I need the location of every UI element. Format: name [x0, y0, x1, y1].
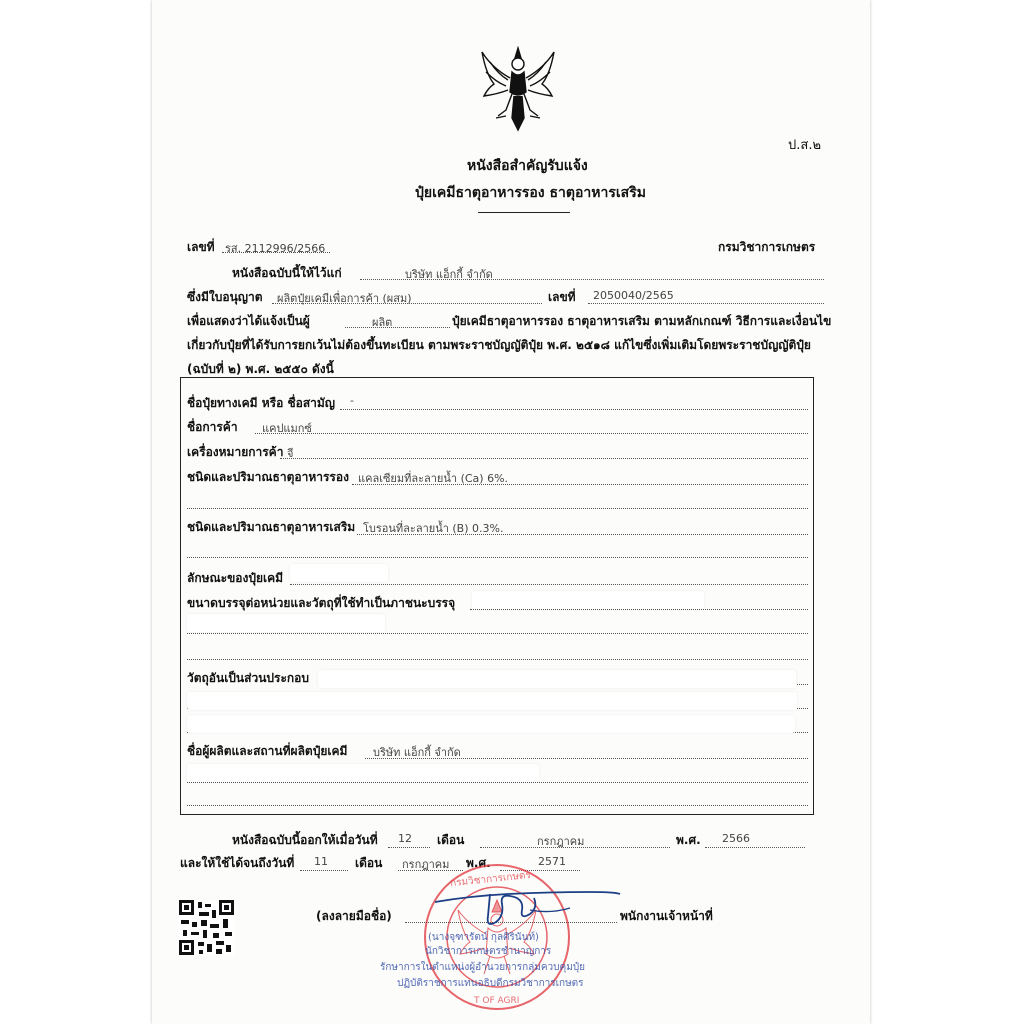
trademark-value: จี [287, 447, 294, 460]
secondary-nutrient-value: แคลเซียมที่ละลายน้ำ (Ca) 6%. [358, 472, 509, 485]
issued-to-value: บริษัท แอ็กกี้ จำกัด [405, 268, 493, 281]
paragraph-line2: เกี่ยวกับปุ๋ยที่ได้รับการยกเว้นไม่ต้องขึ้นทะเบียน ตามพระราชบัญญัติปุ๋ย พ.ศ. ๒๕๑๘ แก้ไขซึ่งเพิ่มเติมโดยพระราชบัญญัติปุ๋ย [187, 338, 811, 352]
producer-value: บริษัท แอ็กกี้ จำกัด [373, 746, 461, 759]
secondary-nutrient-label: ชนิดและปริมาณธาตุอาหารรอง [187, 470, 349, 484]
officer-title: พนักงานเจ้าหน้าที่ [620, 909, 713, 923]
redaction [290, 564, 388, 582]
valid-month: กรกฎาคม [402, 858, 450, 871]
character-label: ลักษณะของปุ๋ยเคมี [187, 571, 284, 585]
garuda-emblem-icon [478, 44, 558, 136]
producer-label: ชื่อผู้ผลิตและสถานที่ผลิตปุ๋ยเคมี [187, 744, 348, 758]
seal-text-bottom: T OF AGRI [474, 996, 520, 1006]
micro-nutrient-label: ชนิดและปริมาณธาตุอาหารเสริม [187, 520, 356, 534]
composition-label: วัตถุอันเป็นส่วนประกอบ [187, 671, 309, 685]
redaction [187, 715, 795, 733]
redaction [472, 591, 704, 609]
valid-day: 11 [314, 855, 328, 868]
issued-month: กรกฎาคม [537, 835, 585, 848]
trade-name-value: แคปแมกซ์ [262, 422, 312, 435]
issued-date-label: หนังสือฉบับนี้ออกให้เมื่อวันที่ [232, 833, 378, 847]
trademark-label: เครื่องหมายการค้า [187, 445, 284, 459]
number-label: เลขที่ [187, 240, 215, 254]
notified-label: เพื่อแสดงว่าได้แจ้งเป็นผู้ [187, 314, 310, 328]
official-acting-role: รักษาการในตำแหน่งผู้อำนวยการกลุ่มควบคุมปุ๋ย [380, 962, 586, 973]
issued-month-label: เดือน [437, 833, 465, 847]
issued-year: 2566 [722, 832, 750, 845]
qr-code-icon [179, 900, 234, 955]
notified-value: ผลิต [372, 316, 393, 329]
issued-to-label: หนังสือฉบับนี้ให้ไว้แก่ [232, 266, 342, 280]
license-number-label: เลขที่ [548, 290, 576, 304]
chem-name-label: ชื่อปุ๋ยทางเคมี หรือ ชื่อสามัญ [187, 396, 336, 410]
department-name: กรมวิชาการเกษตร [718, 240, 816, 254]
micro-nutrient-value: โบรอนที่ละลายน้ำ (B) 0.3%. [363, 522, 504, 535]
valid-month-label: เดือน [355, 856, 383, 870]
form-code: ป.ส.๒ [788, 138, 822, 153]
redaction [187, 692, 797, 710]
license-label: ซึ่งมีใบอนุญาต [187, 290, 263, 304]
license-number-value: 2050040/2565 [593, 289, 674, 302]
valid-year: 2571 [538, 855, 566, 868]
notified-rest: ปุ๋ยเคมีธาตุอาหารรอง ธาตุอาหารเสริม ตามหลักเกณฑ์ วิธีการและเงื่อนไข [452, 314, 832, 328]
redaction [187, 614, 385, 632]
trade-name-label: ชื่อการค้า [187, 420, 238, 434]
title-divider [478, 212, 570, 213]
seal-text-top: กรมวิชาการเกษตร [449, 869, 532, 890]
document-subtitle: ปุ๋ยเคมีธาตุอาหารรอง ธาตุอาหารเสริม [415, 185, 646, 201]
valid-until-label: และให้ใช้ได้จนถึงวันที่ [180, 856, 295, 870]
document-title: หนังสือสำคัญรับแจ้ง [467, 158, 588, 174]
paragraph-line3: (ฉบับที่ ๒) พ.ศ. ๒๕๕๐ ดังนี้ [187, 362, 334, 376]
packaging-label: ขนาดบรรจุต่อหน่วยและวัตถุที่ใช้ทำเป็นภาชนะบรรจุ [187, 596, 456, 610]
number-value: รส. 2112996/2566 [225, 242, 326, 255]
official-name: (นางจุฑารัตน์ กุลศิรินันท์) [428, 932, 539, 943]
chem-name-value: - [350, 394, 354, 407]
license-value: ผลิตปุ๋ยเคมีเพื่อการค้า (ผสม) [277, 292, 412, 305]
redaction [187, 764, 539, 782]
valid-year-label: พ.ศ. [466, 856, 491, 870]
official-on-behalf: ปฏิบัติราชการแทนอธิบดีกรมวิชาการเกษตร [397, 978, 584, 989]
issued-year-label: พ.ศ. [676, 833, 701, 847]
official-position: นักวิชาการเกษตรชำนาญการ [425, 946, 552, 957]
issued-day: 12 [398, 832, 412, 845]
redaction [318, 670, 796, 688]
signature-label: (ลงลายมือชื่อ) [316, 909, 392, 923]
